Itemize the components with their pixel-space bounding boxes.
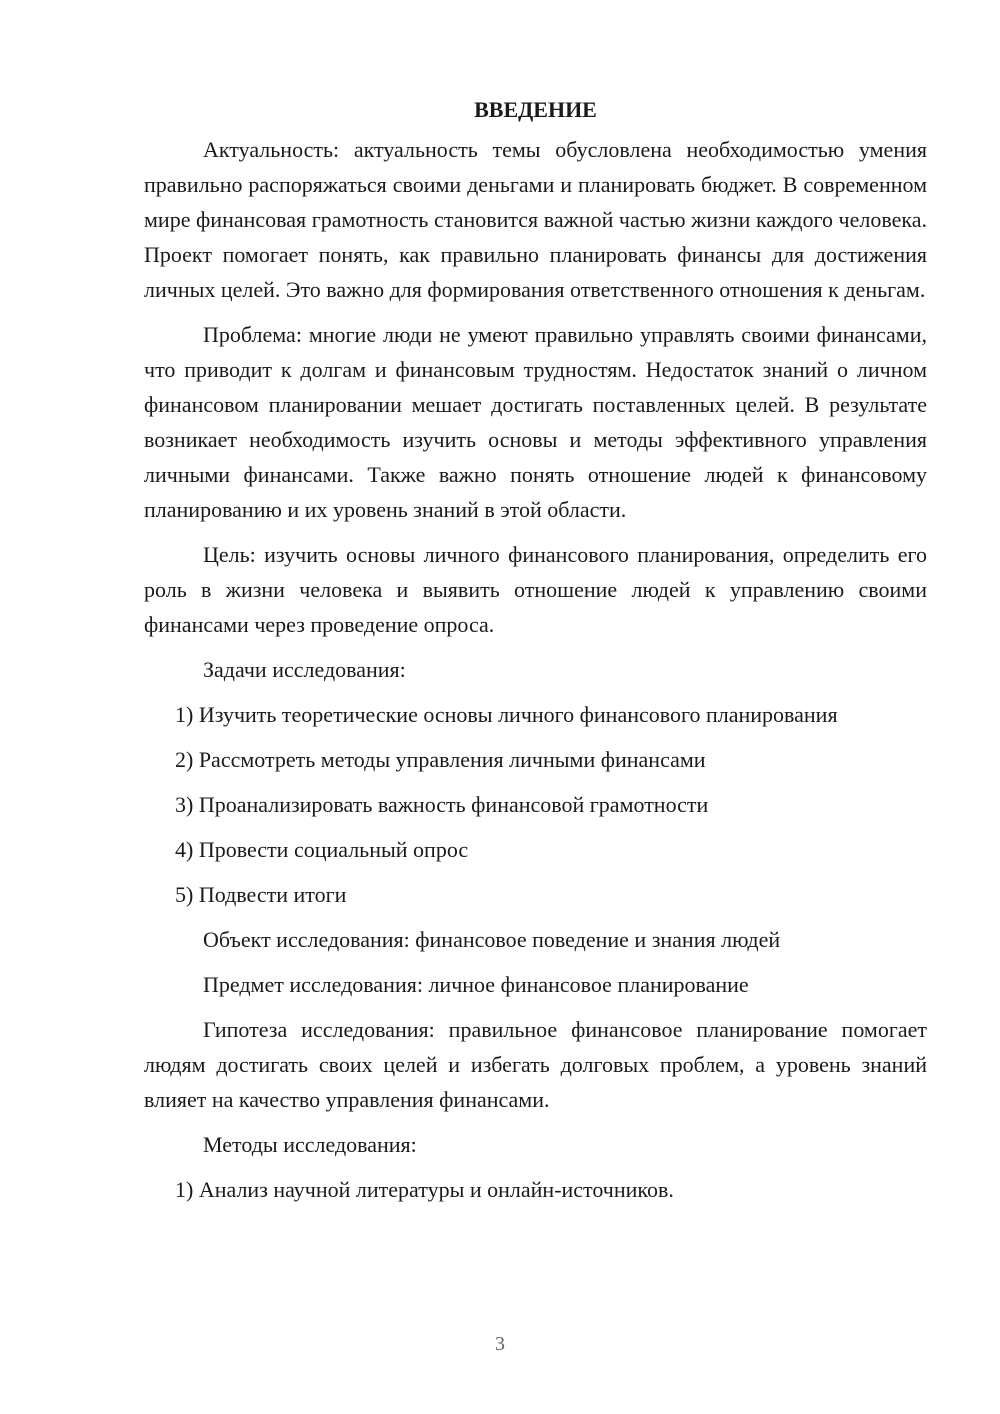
task-item: 4) Провести социальный опрос <box>175 837 469 862</box>
hypothesis-paragraph: Гипотеза исследования: правильное финансовое планирование помогает людям достигать своих целей и избегать долговых проблем, а уровень знаний влияет на качество управления финансами. <box>144 1017 927 1112</box>
subject-line: Предмет исследования: личное финансовое планирование <box>203 972 749 997</box>
method-item: 1) Анализ научной литературы и онлайн-источников. <box>175 1177 674 1202</box>
task-item: 2) Рассмотреть методы управления личными финансами <box>175 747 706 772</box>
page-number: 3 <box>495 1333 505 1355</box>
task-item: 3) Проанализировать важность финансовой грамотности <box>175 792 709 817</box>
object-line: Объект исследования: финансовое поведение и знания людей <box>203 927 781 952</box>
document-page <box>144 92 927 1217</box>
task-item: 1) Изучить теоретические основы личного финансового планирования <box>175 702 838 727</box>
section-title: ВВЕДЕНИЕ <box>474 97 597 122</box>
goal-paragraph: Цель: изучить основы личного финансового планирования, определить его роль в жизни человека и выявить отношение людей к управлению своими финансами через проведение опроса. <box>144 542 927 637</box>
task-item: 5) Подвести итоги <box>175 882 347 907</box>
tasks-heading: Задачи исследования: <box>203 657 406 682</box>
relevance-paragraph: Актуальность: актуальность темы обусловлена необходимостью умения правильно распоряжаться своими деньгами и планировать бюджет. В современном мире финансовая грамотность становится важной частью жизни каждого человека. Проект помогает понять, как правильно планировать финансы для достижения личных целей. Это важно для формирования ответственного отношения к деньгам. <box>144 137 927 302</box>
problem-paragraph: Проблема: многие люди не умеют правильно управлять своими финансами, что приводит к долгам и финансовым трудностям. Недостаток знаний о личном финансовом планировании мешает достигать поставленных целей. В результате возникает необходимость изучить основы и методы эффективного управления личными финансами. Также важно понять отношение людей к финансовому планированию и их уровень знаний в этой области. <box>144 322 927 522</box>
methods-heading: Методы исследования: <box>203 1132 417 1157</box>
